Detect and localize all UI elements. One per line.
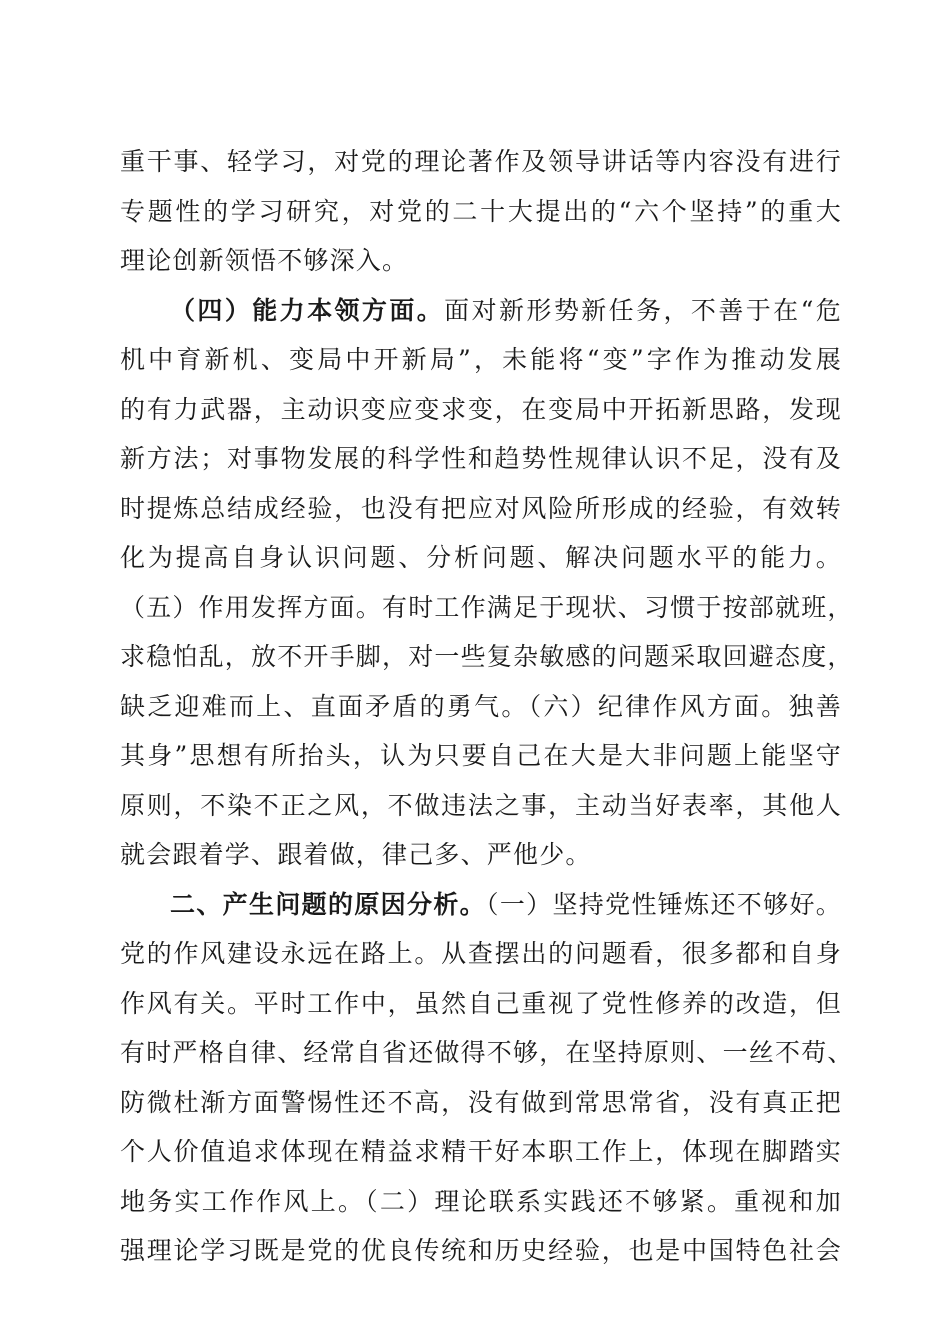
text-line: 时提炼总结成经验，也没有把应对风险所形成的经验，有效转 bbox=[120, 493, 842, 523]
text-line: 其身”思想有所抬头，认为只要自己在大是大非问题上能坚守 bbox=[120, 741, 842, 770]
text-line: 的有力武器，主动识变应变求变，在变局中开拓新思路，发现 bbox=[120, 394, 842, 424]
text-line: 就会跟着学、跟着做，律己多、严他少。 bbox=[120, 840, 592, 869]
text-line: 化为提高自身认识问题、分析问题、解决问题水平的能力。 bbox=[120, 543, 842, 572]
text-line: 地务实工作作风上。（二）理论联系实践还不够紧。重视和加 bbox=[120, 1186, 842, 1216]
text-line: 防微杜渐方面警惕性还不高，没有做到常思常省，没有真正把 bbox=[120, 1087, 842, 1117]
paragraph-1 bbox=[120, 137, 842, 286]
text-line: 缺乏迎难而上、直面矛盾的勇气。（六）纪律作风方面。独善 bbox=[120, 691, 842, 721]
text-line: 党的作风建设永远在路上。从查摆出的问题看，很多都和自身 bbox=[120, 939, 842, 968]
text-line: 理论创新领悟不够深入。 bbox=[120, 246, 409, 275]
paragraph-2 bbox=[120, 286, 854, 880]
text-line: 机中育新机、变局中开新局”，未能将“变”字作为推动发展 bbox=[120, 345, 842, 374]
text-line: 原则，不染不正之风，不做违法之事，主动当好表率，其他人 bbox=[120, 790, 842, 820]
text-line: 新方法；对事物发展的科学性和趋势性规律认识不足，没有及 bbox=[120, 444, 842, 473]
text-line: 有时严格自律、经常自省还做得不够，在坚持原则、一丝不苟、 bbox=[120, 1038, 854, 1067]
text-line: （五）作用发挥方面。有时工作满足于现状、习惯于按部就班， bbox=[120, 592, 854, 622]
text-line bbox=[120, 286, 842, 336]
text-span: （一）坚持党性锤炼还不够好。 bbox=[485, 889, 842, 919]
document-body bbox=[120, 137, 854, 1276]
text-line: 求稳怕乱，放不开手脚，对一些复杂敏感的问题采取回避态度， bbox=[120, 642, 854, 671]
section-heading-ability: （四）能力本领方面。 bbox=[170, 295, 445, 325]
text-line: 专题性的学习研究，对党的二十大提出的“六个坚持”的重大 bbox=[120, 196, 842, 226]
text-line bbox=[120, 880, 842, 930]
text-line: 重干事、轻学习，对党的理论著作及领导讲话等内容没有进行 bbox=[120, 147, 842, 176]
paragraph-3 bbox=[120, 880, 854, 1276]
section-heading-cause-analysis: 二、产生问题的原因分析。 bbox=[170, 889, 486, 919]
text-line: 个人价值追求体现在精益求精干好本职工作上，体现在脚踏实 bbox=[120, 1137, 842, 1166]
text-line: 作风有关。平时工作中，虽然自己重视了党性修养的改造，但 bbox=[120, 988, 842, 1018]
text-line: 强理论学习既是党的优良传统和历史经验，也是中国特色社会 bbox=[120, 1236, 842, 1265]
text-span: 面对新形势新任务，不善于在“危 bbox=[444, 295, 842, 325]
